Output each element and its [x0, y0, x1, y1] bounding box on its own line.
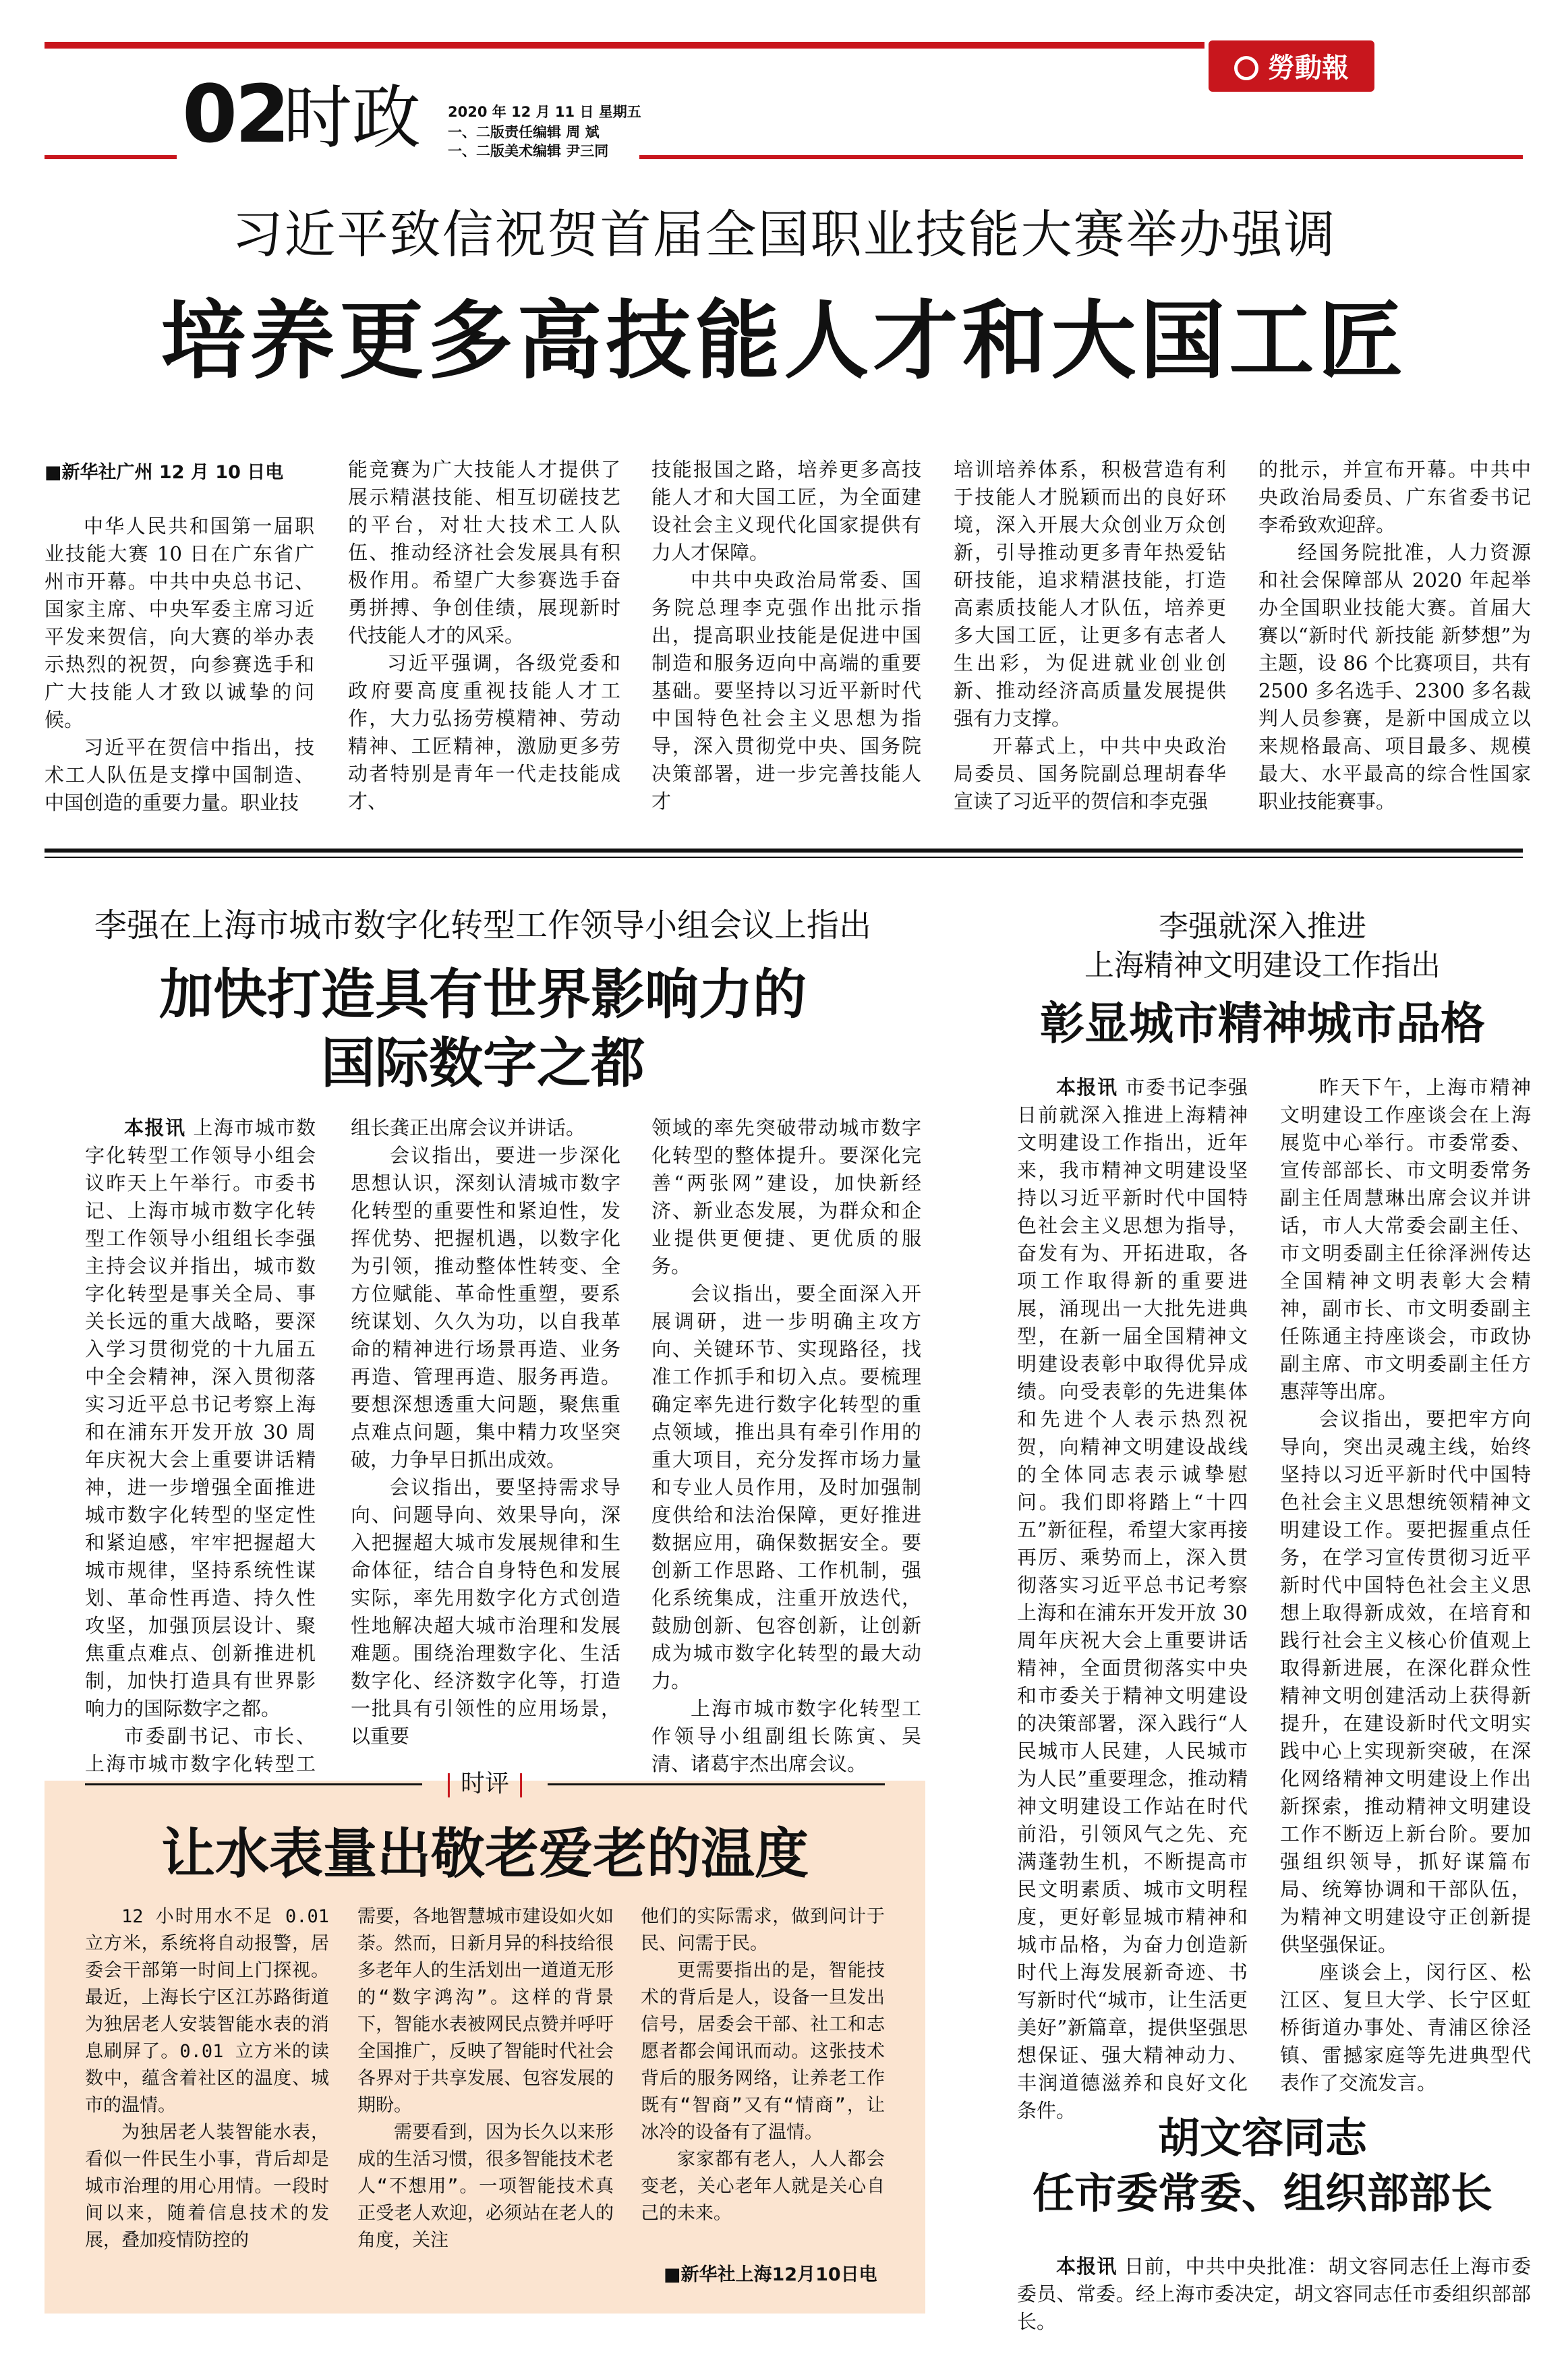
a2-title-line2: 国际数字之都	[321, 1031, 645, 1095]
a2-col-3: 领域的率先突破带动城市数字化转型的整体提升。要深化完善“两张网”建设，加快新经济、新业态发展，为群众和企业提供更便捷、更优质的服务。 会议指出，要全面深入开展调研，进一步明确主攻方向、关键环节、实现路径，找准工作抓手和切入点。要梳理确定率先进行数字化转型的重点领域，推出具有牵引作用的重大项目，充分发挥市场力量和专业人员作用，及时加强制度供给和法治保障，更好推进数据应用，确保数据安全。要创新工作思路、工作机制，强化系统集成，注重开放迭代，鼓励创新、包容创新，让创新成为城市数字化转型的最大动力。 上海市城市数字化转型工作领导小组副组长陈寅、吴清、诸葛宇杰出席会议。	[651, 1116, 921, 1775]
masthead-red-rule-right	[639, 155, 1523, 159]
a1-dateline: ■新华社广州 12 月 10 日电	[45, 462, 284, 483]
a1-col-1: 中华人民共和国第一届职业技能大赛 10 日在广东省广州市开幕。中共中央总书记、国家主席、中央军委主席习近平发来贺信，向大赛的举办表示热烈的祝贺，向参赛选手和广大技能人才致以诚挚的问候。 习近平在贺信中指出，技术工人队伍是支撑中国制造、中国创造的重要力量。职业技	[45, 515, 314, 814]
a5-title-line1: 胡文容同志	[1157, 2113, 1367, 2162]
top-red-rule	[45, 42, 1204, 49]
a4-title: 让水表量出敬老爱老的温度	[161, 1822, 809, 1885]
a1-title: 培养更多高技能人才和大国工匠	[161, 291, 1407, 391]
newspaper-logo: 勞動報	[1209, 40, 1374, 92]
a4-tag-rule-right	[548, 1783, 885, 1785]
masthead-red-rule-left	[45, 155, 177, 159]
a5-body: 本报讯 日前，中共中央批准：胡文容同志任上海市委委员、常委。经上海市委决定，胡文容同志任市委组织部部长。	[1017, 2255, 1531, 2333]
a4-dateline: ■新华社上海12月10日电	[664, 2264, 877, 2285]
a1-col-2: 能竞赛为广大技能人才提供了展示精湛技能、相互切磋技艺的平台，对壮大技术工人队伍、推动经济社会发展具有积极作用。希望广大参赛选手奋勇拼搏、争创佳绩，展现新时代技能人才的风采。 习近平强调，各级党委和政府要高度重视技能人才工作，大力弘扬劳模精神、劳动精神、工匠精神，激励更多劳动者特别是青年一代走技能成才、	[348, 458, 620, 813]
a3-kicker-line2: 上海精神文明建设工作指出	[1084, 948, 1441, 983]
a4-col-1: 12 小时用水不足 0.01 立方米，系统将自动报警，居委会干部第一时间上门探视。最近，上海长宁区江苏路街道为独居老人安装智能水表的消息刷屏了。0.01 立方米的读数中，蕴含着社区的温度、城市的温情。 为独居老人装智能水表，看似一件民生小事，背后却是城市治理的用心用情。一段时间以来，随着信息技术的发展，叠加疫情防控的	[85, 1906, 329, 2251]
a1-kicker: 习近平致信祝贺首届全国职业技能大赛举办强调	[231, 204, 1337, 264]
a3-title: 彰显城市精神城市品格	[1040, 997, 1485, 1050]
a1-bottom-rule-thin	[45, 857, 1523, 858]
a2-col-1: 本报讯 上海市城市数字化转型工作领导小组会议昨天上午举行。市委书记、上海市城市数字化转型工作领导小组组长李强主持会议并指出，城市数字化转型是事关全局、事关长远的重大战略，要深入学习贯彻党的十九届五中全会精神，深入贯彻落实习近平总书记考察上海和在浦东开发开放 30 周年庆祝大会上重要讲话精神，进一步增强全面推进城市数字化转型的坚定性和紧迫感，牢牢把握超大城市规律，坚持系统性谋划、革命性再造、持久性攻坚，加强顶层设计、聚焦重点难点、创新推进机制，加快打造具有世界影响力的国际数字之都。 市委副书记、市长、上海市城市数字化转型工	[85, 1116, 316, 1775]
a3-kicker-line1: 李强就深入推进	[1159, 909, 1366, 944]
issue-date: 2020 年 12 月 11 日 星期五	[448, 104, 641, 120]
a4-col-2: 需要，各地智慧城市建设如火如荼。然而，日新月异的科技给很多老年人的生活划出一道道无形的“数字鸿沟”。这样的背景下，智能水表被网民点赞并呼吁全国推广，反映了智能时代社会各界对于共享发展、包容发展的期盼。 需要看到，因为长久以来形成的生活习惯，很多智能技术老人“不想用”。一项智能技术真正受老人欢迎，必须站在老人的角度，关注	[357, 1906, 614, 2251]
page-number: 02	[182, 67, 288, 161]
a4-tag: | 时评 |	[444, 1770, 525, 1798]
a3-col-2: 昨天下午，上海市精神文明建设工作座谈会在上海展览中心举行。市委常委、宣传部部长、市文明委常务副主任周慧琳出席会议并讲话，市人大常委会副主任、市文明委副主任徐泽洲传达全国精神文明表彰大会精神，副市长、市文明委副主任陈通主持座谈会，市政协副主席、市文明委副主任方惠萍等出席。 会议指出，要把牢方向导向，突出灵魂主线，始终坚持以习近平新时代中国特色社会主义思想统领精神文明建设工作。要把握重点任务，在学习宣传贯彻习近平新时代中国特色社会主义思想上取得新成效，在培育和践行社会主义核心价值观上取得新进展，在深化群众性精神文明创建活动上获得新提升，在建设新时代文明实践中心上实现新突破，在深化网络精神文明建设上作出新探索，推动精神文明建设工作不断迈上新台阶。要加强组织领导，抓好谋篇布局、统筹协调和干部队伍，为精神文明建设守正创新提供坚强保证。 座谈会上，闵行区、松江区、复旦大学、长宁区虹桥街道办事处、青浦区徐泾镇、雷撼家庭等先进典型代表作了交流发言。	[1280, 1076, 1531, 2094]
section-name: 时政	[283, 78, 421, 159]
a1-col-5: 的批示，并宣布开幕。中共中央政治局委员、广东省委书记李希致欢迎辞。 经国务院批准，人力资源和社会保障部从 2020 年起举办全国职业技能大赛。首届大赛以“新时代 新技能 新梦想”为主题，设 86 个比赛项目，共有 2500 多名选手、2300 多名裁判人员参赛，是新中国成立以来规格最高、项目最多、规模最大、水平最高的综合性国家职业技能赛事。	[1258, 458, 1531, 813]
a2-title-line1: 加快打造具有世界影响力的	[159, 962, 807, 1026]
a4-tag-rule-left	[85, 1783, 422, 1785]
art-editor-line: 一、二版美术编辑 尹三同	[448, 143, 609, 159]
editor-line: 一、二版责任编辑 周 斌	[448, 124, 600, 140]
a5-title-line2: 任市委常委、组织部部长	[1032, 2168, 1492, 2218]
a1-col-3: 技能报国之路，培养更多高技能人才和大国工匠，为全面建设社会主义现代化国家提供有力人才保障。 中共中央政治局常委、国务院总理李克强作出批示指出，提高职业技能是促进中国制造和服务迈向中高端的重要基础。要坚持以习近平新时代中国特色社会主义思想为指导，深入贯彻党中央、国务院决策部署，进一步完善技能人才	[651, 458, 921, 813]
a1-bottom-rule-thick	[45, 849, 1523, 853]
logo-mark-icon	[1234, 56, 1258, 80]
a2-col-2: 组长龚正出席会议并讲话。 会议指出，要进一步深化思想认识，深刻认清城市数字化转型的重要性和紧迫性，发挥优势、把握机遇，以数字化为引领，推动整体性转变、全方位赋能、革命性重塑，要系统谋划、久久为功，以自我革命的精神进行场景再造、业务再造、管理再造、服务再造。要想深想透重大问题，聚焦重点难点问题，集中精力攻坚突破，力争早日抓出成效。 会议指出，要坚持需求导向、问题导向、效果导向，深入把握超大城市发展规律和生命体征，结合自身特色和发展实际，率先用数字化方式创造性地解决超大城市治理和发展难题。围绕治理数字化、生活数字化、经济数字化等，打造一批具有引领性的应用场景，以重要	[351, 1116, 620, 1748]
a1-col-4: 培训培养体系，积极营造有利于技能人才脱颖而出的良好环境，深入开展大众创业万众创新，引导推动更多青年热爱钻研技能，追求精湛技能，打造高素质技能人才队伍，培养更多大国工匠，让更多有志者人生出彩，为促进就业创业创新、推动经济高质量发展提供强有力支撑。 开幕式上，中共中央政治局委员、国务院副总理胡春华宣读了习近平的贺信和李克强	[954, 458, 1226, 813]
a4-col-3: 他们的实际需求，做到问计于民、问需于民。 更需要指出的是，智能技术的背后是人，设备一旦发出信号，居委会干部、社工和志愿者都会闻讯而动。这张技术背后的服务网络，让养老工作既有“智商”又有“情商”，让冰冷的设备有了温情。 家家都有老人，人人都会变老，关心老年人就是关心自己的未来。	[641, 1906, 885, 2224]
a3-col-1: 本报讯 市委书记李强日前就深入推进上海精神文明建设工作指出，近年来，我市精神文明建设坚持以习近平新时代中国特色社会主义思想为指导，奋发有为、开拓进取，各项工作取得新的重要进展，涌现出一大批先进典型，在新一届全国精神文明建设表彰中取得优异成绩。向受表彰的先进集体和先进个人表示热烈祝贺，向精神文明建设战线的全体同志表示诚挚慰问。我们即将踏上“十四五”新征程，希望大家再接再厉、乘势而上，深入贯彻落实习近平总书记考察上海和在浦东开发开放 30 周年庆祝大会上重要讲话精神，全面贯彻落实中央和市委关于精神文明建设的决策部署，深入践行“人民城市人民建，人民城市为人民”重要理念，推动精神文明建设工作站在时代前沿，引领风气之先、充满蓬勃生机，不断提高市民文明素质、城市文明程度，更好彰显城市精神和城市品格，为奋力创造新时代上海发展新奇迹、书写新时代“城市，让生活更美好”新篇章，提供坚强思想保证、强大精神动力、丰润道德滋养和良好文化条件。	[1017, 1076, 1248, 2122]
a2-kicker: 李强在上海市城市数字化转型工作领导小组会议上指出	[94, 907, 871, 944]
